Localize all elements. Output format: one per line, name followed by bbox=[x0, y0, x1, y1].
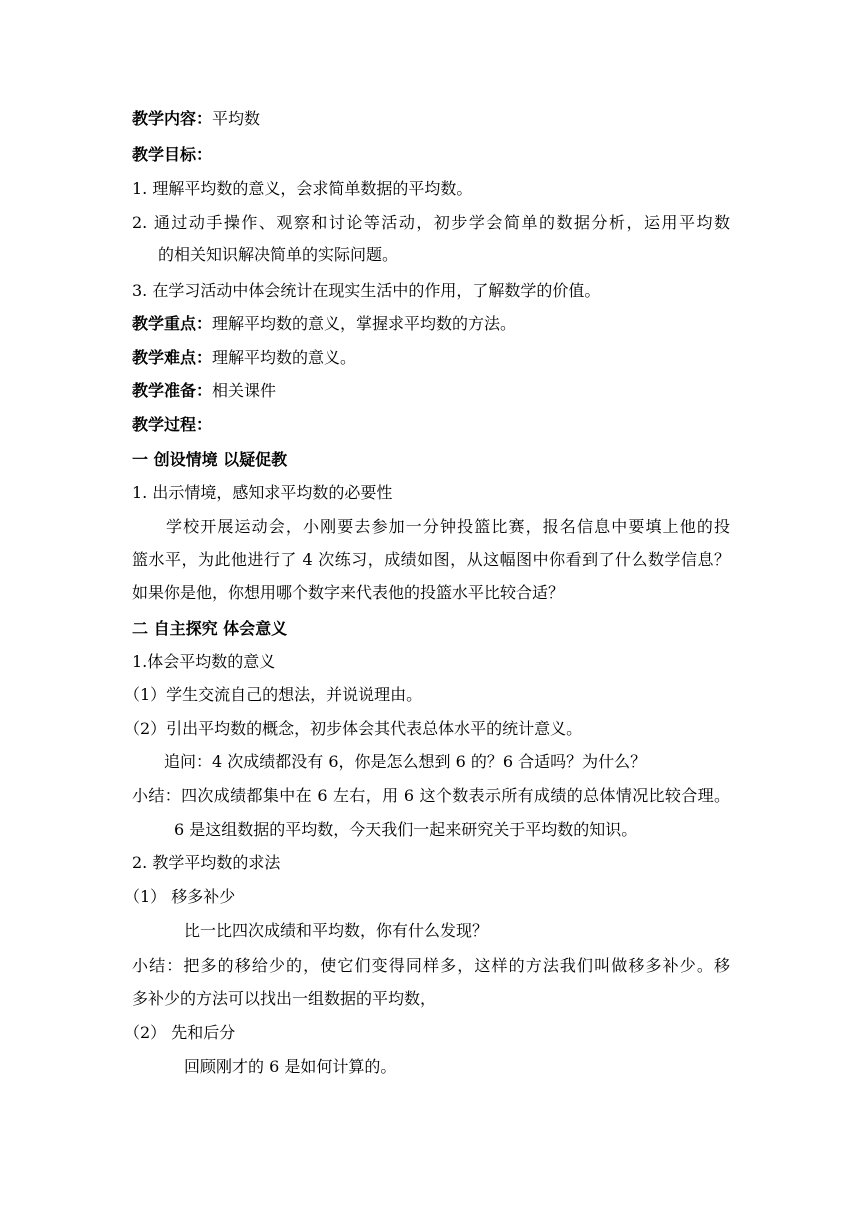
key-point-value: 理解平均数的意义，掌握求平均数的方法。 bbox=[212, 314, 517, 333]
preparation-label: 教学准备： bbox=[132, 381, 213, 400]
goal-3: 3. 在学习活动中体会统计在现实生活中的作用，了解数学的价值。 bbox=[132, 281, 601, 300]
summary-1: 小结：四次成绩都集中在 6 左右，用 6 这个数表示所有成绩的总体情况比较合理。 bbox=[132, 786, 730, 805]
summary-2-line-2: 多补少的方法可以找出一组数据的平均数， bbox=[132, 989, 437, 1008]
preparation-line bbox=[132, 380, 276, 402]
item-1: （1）学生交流自己的想法，并说说理由。 bbox=[124, 685, 423, 704]
method-2-title: （2） 先和后分 bbox=[124, 1023, 236, 1042]
subsection-2-title: 2. 教学平均数的求法 bbox=[132, 853, 281, 872]
difficulty-value: 理解平均数的意义。 bbox=[212, 348, 357, 367]
section-1-heading: 一 创设情境 以疑促教 bbox=[132, 450, 288, 469]
teaching-content-line bbox=[132, 108, 260, 130]
process-heading bbox=[132, 414, 212, 436]
item-2: （2）引出平均数的概念，初步体会其代表总体水平的统计意义。 bbox=[124, 719, 583, 738]
step-1-title: 1. 出示情境，感知求平均数的必要性 bbox=[132, 483, 393, 502]
process-label: 教学过程： bbox=[132, 415, 213, 434]
scenario-line-2: 篮水平，为此他进行了 4 次练习，成绩如图，从这幅图中你看到了什么数学信息？ bbox=[132, 550, 730, 569]
key-point-label: 教学重点： bbox=[132, 314, 213, 333]
follow-up-question: 追问：4 次成绩都没有 6，你是怎么想到 6 的？6 合适吗？为什么？ bbox=[164, 752, 647, 771]
teaching-goals-label: 教学目标： bbox=[132, 145, 213, 164]
goal-2-line-2: 的相关知识解决简单的实际问题。 bbox=[158, 245, 399, 264]
goal-1: 1. 理解平均数的意义，会求简单数据的平均数。 bbox=[132, 179, 473, 198]
scenario-line-3: 如果你是他，你想用哪个数字来代表他的投篮水平比较合适？ bbox=[132, 583, 565, 602]
subsection-1-title: 1.体会平均数的意义 bbox=[132, 652, 276, 671]
difficulty-line bbox=[132, 347, 356, 369]
difficulty-label: 教学难点： bbox=[132, 348, 213, 367]
scenario-line-1: 学校开展运动会，小刚要去参加一分钟投篮比赛，报名信息中要填上他的投 bbox=[166, 517, 730, 536]
preparation-value: 相关课件 bbox=[212, 381, 277, 400]
method-1-prompt: 比一比四次成绩和平均数，你有什么发现？ bbox=[184, 921, 489, 940]
key-point-line bbox=[132, 313, 516, 335]
summary-1-continued: 6 是这组数据的平均数，今天我们一起来研究关于平均数的知识。 bbox=[174, 820, 638, 839]
teaching-content-label: 教学内容： bbox=[132, 109, 213, 128]
teaching-content-value: 平均数 bbox=[212, 109, 261, 128]
section-2-heading: 二 自主探究 体会意义 bbox=[132, 619, 288, 638]
teaching-goals-heading bbox=[132, 144, 212, 166]
method-2-prompt: 回顾刚才的 6 是如何计算的。 bbox=[184, 1057, 397, 1076]
goal-2-line-1: 2. 通过动手操作、观察和讨论等活动，初步学会简单的数据分析，运用平均数 bbox=[132, 213, 730, 232]
summary-2-line-1: 小结：把多的移给少的，使它们变得同样多，这样的方法我们叫做移多补少。移 bbox=[132, 956, 730, 975]
method-1-title: （1） 移多补少 bbox=[124, 887, 236, 906]
